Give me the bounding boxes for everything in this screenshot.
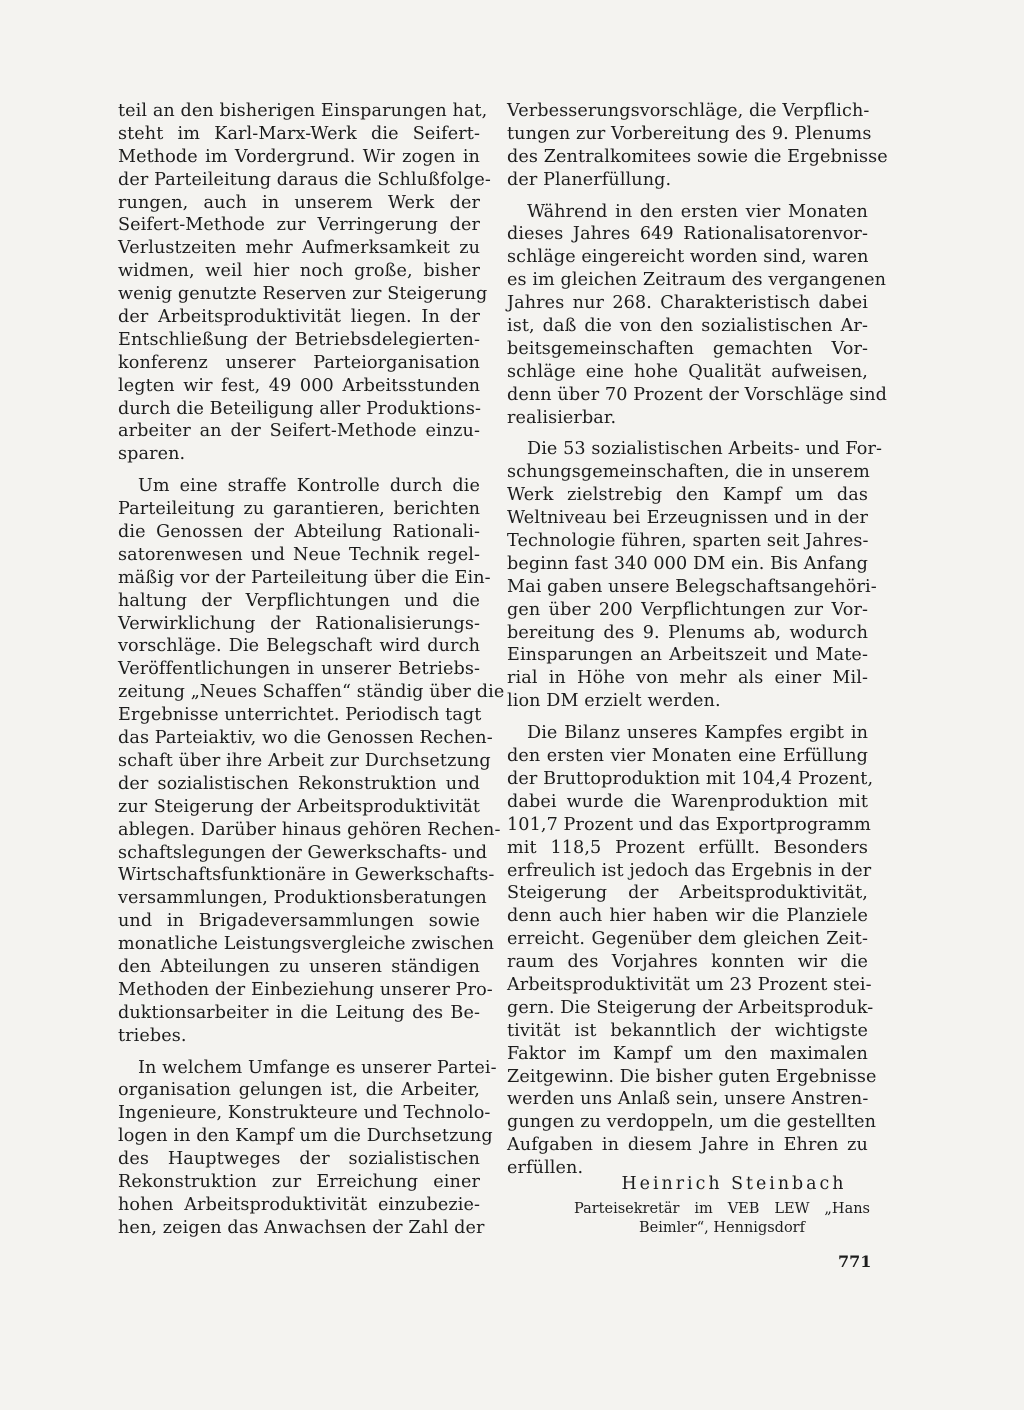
text-line: die Genossen der Abteilung Rationali- xyxy=(118,522,480,543)
text-line: sparen. xyxy=(118,444,186,465)
text-line: der Arbeitsproduktivität liegen. In der xyxy=(118,307,480,328)
text-line: gern. Die Steigerung der Arbeitsproduk- xyxy=(507,997,874,1018)
paragraph xyxy=(507,722,877,1180)
text-line: hohen Arbeitsproduktivität einzubezie- xyxy=(118,1194,480,1215)
text-line: widmen, weil hier noch große, bisher xyxy=(118,261,480,282)
text-line: werden uns Anlaß sein, unsere Anstren- xyxy=(507,1089,869,1110)
text-line: des Hauptweges der sozialistischen xyxy=(118,1149,480,1170)
text-line: Seifert-Methode zur Verringerung der xyxy=(118,215,480,236)
paragraph-gap xyxy=(507,429,868,438)
text-line: der sozialistischen Rekonstruktion und xyxy=(118,773,480,794)
text-line: Steigerung der Arbeitsproduktivität, xyxy=(507,883,868,904)
text-line: Wirtschaftsfunktionäre in Gewerkschafts- xyxy=(118,865,495,886)
text-line: satorenwesen und Neue Technik regel- xyxy=(118,544,480,565)
text-line: dieses Jahres 649 Rationalisatorenvor- xyxy=(507,224,868,245)
text-line: denn über 70 Prozent der Vorschläge sind xyxy=(507,384,888,405)
text-line: Methode im Vordergrund. Wir zogen in xyxy=(118,146,480,167)
text-line: Werk zielstrebig den Kampf um das xyxy=(507,485,868,506)
text-line: monatliche Leistungsvergleiche zwischen xyxy=(118,934,495,955)
text-line: Die 53 sozialistischen Arbeits- und For- xyxy=(527,439,883,460)
text-line: rungen, auch in unserem Werk der xyxy=(118,192,480,213)
text-line: organisation gelungen ist, die Arbeiter, xyxy=(118,1080,480,1101)
author-name: Heinrich Steinbach xyxy=(621,1174,847,1194)
text-line: Einsparungen an Arbeitszeit und Mate- xyxy=(507,645,868,666)
text-line: beginn fast 340 000 DM ein. Bis Anfang xyxy=(507,553,868,574)
text-line: mit 118,5 Prozent erfüllt. Besonders xyxy=(507,837,868,858)
text-line: haltung der Verpflichtungen und die xyxy=(118,590,480,611)
text-line: erfreulich ist jedoch das Ergebnis in der xyxy=(507,860,872,881)
text-line: Jahres nur 268. Charakteristisch dabei xyxy=(507,293,868,314)
text-line: schaft über ihre Arbeit zur Durchsetzung xyxy=(118,750,491,771)
text-line: Um eine straffe Kontrolle durch die xyxy=(138,476,480,497)
text-line: es im gleichen Zeitraum des vergangenen xyxy=(507,270,887,291)
paragraph xyxy=(118,475,505,1047)
text-line: Entschließung der Betriebsdelegierten- xyxy=(118,329,480,350)
text-line: Verwirklichung der Rationalisierungs- xyxy=(118,613,480,634)
paragraph-gap xyxy=(507,713,868,722)
text-line: Während in den ersten vier Monaten xyxy=(527,201,868,222)
author-role-line-1: Parteisekretär im VEB LEW „Hans xyxy=(574,1201,870,1217)
text-line: gen über 200 Verpflichtungen zur Vor- xyxy=(507,599,868,620)
text-line: hen, zeigen das Anwachsen der Zahl der xyxy=(118,1217,485,1238)
text-line: denn auch hier haben wir die Planziele xyxy=(507,906,868,927)
text-line: Veröffentlichungen in unserer Betriebs- xyxy=(118,659,480,680)
text-line: legten wir fest, 49 000 Arbeitsstunden xyxy=(118,375,480,396)
paragraph xyxy=(118,100,491,466)
text-line: raum des Vorjahres konnten wir die xyxy=(507,952,868,973)
text-line: versammlungen, Produktionsberatungen xyxy=(118,888,487,909)
text-line: zeitung „Neues Schaffen“ ständig über die xyxy=(118,682,505,703)
text-line: rial in Höhe von mehr als einer Mil- xyxy=(507,668,868,689)
text-line: triebes. xyxy=(118,1025,187,1046)
signature-block xyxy=(574,1172,870,1238)
paragraph xyxy=(507,438,883,713)
text-line: erfüllen. xyxy=(507,1158,584,1179)
text-line: erreicht. Gegenüber dem gleichen Zeit- xyxy=(507,929,868,950)
text-line: vorschläge. Die Belegschaft wird durch xyxy=(118,636,480,657)
text-line: gungen zu verdoppeln, um die gestellten xyxy=(507,1112,877,1133)
text-line: 101,7 Prozent und das Exportprogramm xyxy=(507,814,871,835)
author-role xyxy=(574,1200,870,1238)
text-line: mäßig vor der Parteileitung über die Ein- xyxy=(118,567,491,588)
text-line: realisierbar. xyxy=(507,407,617,428)
text-line: Verlustzeiten mehr Aufmerksamkeit zu xyxy=(118,238,480,259)
text-line: wenig genutzte Reserven zur Steigerung xyxy=(118,284,488,305)
text-line: tungen zur Vorbereitung des 9. Plenums xyxy=(507,123,872,144)
text-line: tivität ist bekanntlich der wichtigste xyxy=(507,1020,868,1041)
text-line: der Parteileitung daraus die Schlußfolge- xyxy=(118,169,491,190)
text-line: der Planerfüllung. xyxy=(507,169,672,190)
text-line: In welchem Umfange es unserer Partei- xyxy=(138,1057,497,1078)
paragraph-gap xyxy=(118,1048,480,1057)
text-line: Parteileitung zu garantieren, berichten xyxy=(118,499,480,520)
text-line: Rekonstruktion zur Erreichung einer xyxy=(118,1171,480,1192)
text-line: des Zentralkomitees sowie die Ergebnisse xyxy=(507,146,888,167)
left-text-column xyxy=(118,100,505,1240)
text-line: Aufgaben in diesem Jahre in Ehren zu xyxy=(507,1135,868,1156)
text-line: konferenz unserer Parteiorganisation xyxy=(118,352,480,373)
text-line: Weltniveau bei Erzeugnissen und in der xyxy=(507,508,868,529)
text-line: den Abteilungen zu unseren ständigen xyxy=(118,956,480,977)
text-line: lion DM erzielt werden. xyxy=(507,691,721,712)
paragraph xyxy=(507,201,888,430)
text-line: Arbeitsproduktivität um 23 Prozent stei- xyxy=(507,974,872,995)
text-line: Ergebnisse unterrichtet. Periodisch tagt xyxy=(118,705,482,726)
text-line: den ersten vier Monaten eine Erfüllung xyxy=(507,746,868,767)
text-line: beitsgemeinschaften gemachten Vor- xyxy=(507,338,868,359)
text-line: dabei wurde die Warenproduktion mit xyxy=(507,791,868,812)
text-line: Methoden der Einbeziehung unserer Pro- xyxy=(118,979,493,1000)
text-line: Faktor im Kampf um den maximalen xyxy=(507,1043,868,1064)
text-line: Mai gaben unsere Belegschaftsangehöri- xyxy=(507,576,877,597)
text-line: schläge eingereicht worden sind, waren xyxy=(507,247,869,268)
page-number: 771 xyxy=(838,1252,872,1271)
text-line: ist, daß die von den sozialistischen Ar- xyxy=(507,316,868,337)
text-line: Die Bilanz unseres Kampfes ergibt in xyxy=(527,723,868,744)
text-line: schaftslegungen der Gewerkschafts- und xyxy=(118,842,488,863)
paragraph-gap xyxy=(118,466,480,475)
text-line: schläge eine hohe Qualität aufweisen, xyxy=(507,361,868,382)
text-line: Verbesserungsvorschläge, die Verpflich- xyxy=(507,101,870,121)
text-line: Technologie führen, sparten seit Jahres- xyxy=(507,531,869,552)
text-line: durch die Beteiligung aller Produktions- xyxy=(118,398,482,419)
text-line: logen in den Kampf um die Durchsetzung xyxy=(118,1126,493,1147)
text-line: Ingenieure, Konstrukteure und Technolo- xyxy=(118,1103,491,1124)
text-line: Zeitgewinn. Die bisher guten Ergebnisse xyxy=(507,1066,877,1087)
text-line: arbeiter an der Seifert-Methode einzu- xyxy=(118,421,480,442)
text-line: bereitung des 9. Plenums ab, wodurch xyxy=(507,622,868,643)
paragraph xyxy=(507,100,888,192)
text-line: und in Brigadeversammlungen sowie xyxy=(118,911,480,932)
text-line: teil an den bisherigen Einsparungen hat, xyxy=(118,101,488,121)
right-text-column xyxy=(507,100,888,1180)
text-line: das Parteiaktiv, wo die Genossen Rechen- xyxy=(118,728,493,749)
text-line: duktionsarbeiter in die Leitung des Be- xyxy=(118,1002,480,1023)
paragraph xyxy=(118,1057,497,1240)
text-line: ablegen. Darüber hinaus gehören Rechen- xyxy=(118,819,501,840)
text-line: schungsgemeinschaften, die in unserem xyxy=(507,462,870,483)
text-line: der Bruttoproduktion mit 104,4 Prozent, xyxy=(507,768,874,789)
text-line: steht im Karl-Marx-Werk die Seifert- xyxy=(118,123,480,144)
text-line: zur Steigerung der Arbeitsproduktivität xyxy=(118,796,480,817)
paragraph-gap xyxy=(507,192,868,201)
author-role-line-2: Beimler“, Hennigsdorf xyxy=(639,1220,805,1236)
